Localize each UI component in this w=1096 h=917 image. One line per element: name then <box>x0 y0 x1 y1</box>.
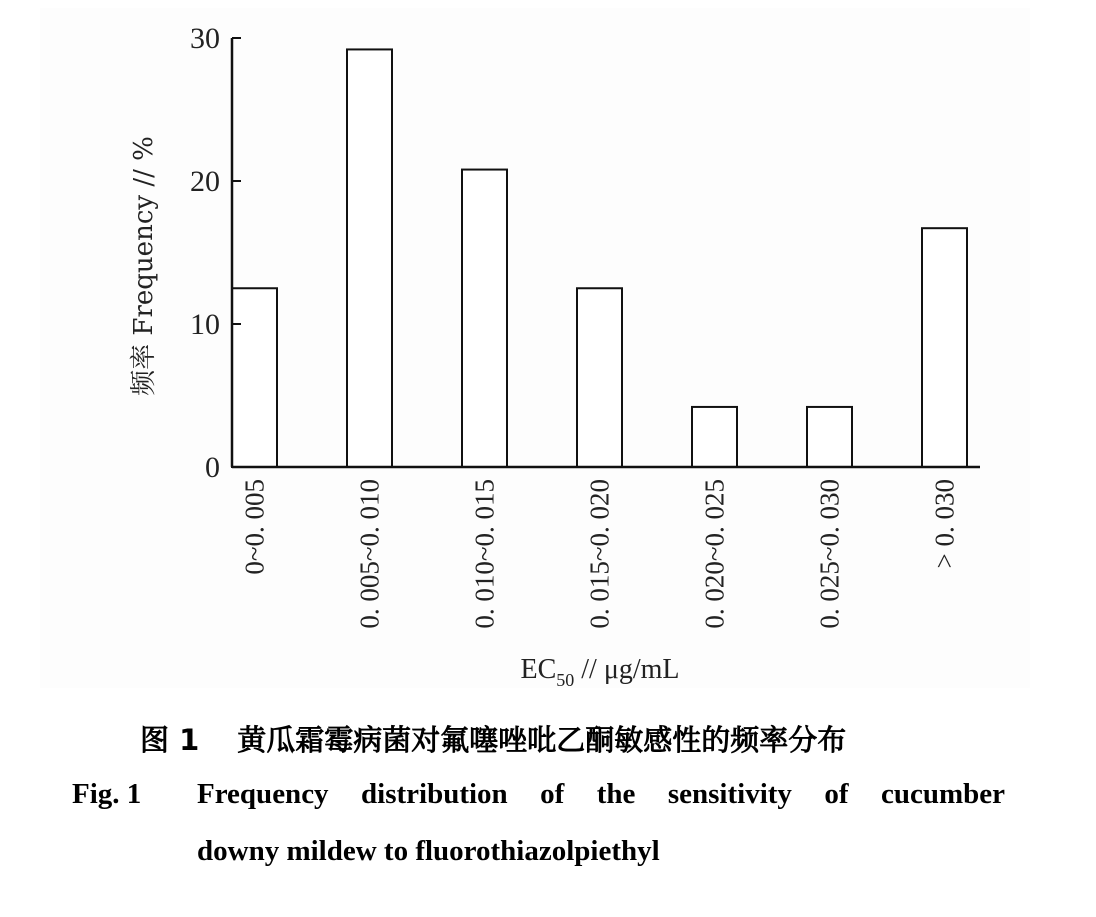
caption-cn-text: 黄瓜霜霉病菌对氟噻唑吡乙酮敏感性的频率分布 <box>237 723 847 757</box>
y-tick-label: 20 <box>190 165 220 198</box>
x-tick-label: 0~0. 005 <box>239 479 270 575</box>
x-tick-label: 0. 005~0. 010 <box>354 479 385 629</box>
caption-cn-number: 图 1 <box>140 723 200 757</box>
caption-en-line-2: downy mildew to fluorothiazolpiethyl <box>197 835 660 867</box>
bar <box>807 407 852 467</box>
y-tick-labels <box>190 22 220 484</box>
caption-en-label: Fig. 1 <box>72 778 142 810</box>
y-tick-label: 30 <box>190 22 220 55</box>
bar <box>922 228 967 467</box>
bar <box>462 170 507 467</box>
x-axis-label-main: EC <box>520 654 557 685</box>
x-tick-label: 0. 020~0. 025 <box>699 479 730 629</box>
caption-en-line-1: Frequency distribution of the sensitivity of cucumber <box>197 778 1005 810</box>
bar <box>232 288 277 467</box>
y-tick-label: 0 <box>205 451 220 484</box>
x-tick-label: 0. 015~0. 020 <box>584 479 615 629</box>
y-axis-label: 频率 Frequency // % <box>129 136 159 396</box>
y-tick-label: 10 <box>190 308 220 341</box>
bars-group <box>232 49 967 467</box>
figure-panel <box>40 8 1030 688</box>
x-tick-label: > 0. 030 <box>929 479 960 569</box>
x-axis-label-subscript: 50 <box>556 670 575 688</box>
caption-chinese <box>140 718 846 759</box>
bar <box>577 288 622 467</box>
x-axis-label-unit: // μg/mL <box>574 654 680 685</box>
x-tick-labels <box>240 479 960 629</box>
x-tick-label: 0. 025~0. 030 <box>814 479 845 629</box>
x-axis-label <box>520 654 679 688</box>
bar <box>347 49 392 467</box>
bar-chart <box>40 8 1030 688</box>
bar <box>692 407 737 467</box>
x-tick-label: 0. 010~0. 015 <box>469 479 500 629</box>
